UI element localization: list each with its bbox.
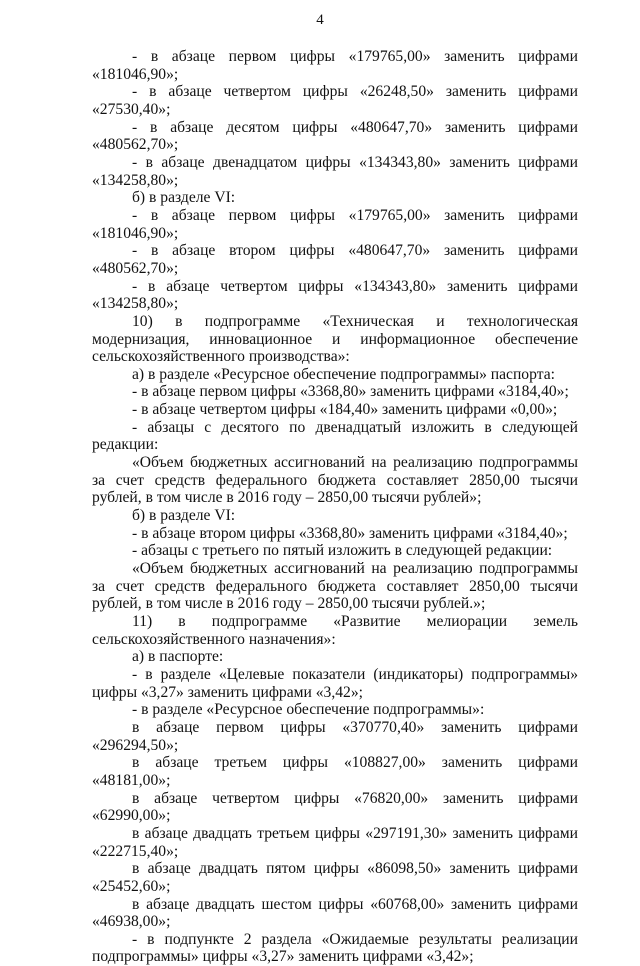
paragraph: - в абзаце втором цифры «3368,80» заменить цифрами «3184,40»; bbox=[132, 524, 568, 542]
paragraph: - абзацы с третьего по пятый изложить в следующей редакции: bbox=[132, 542, 553, 560]
paragraph: б) в разделе VI: bbox=[132, 507, 236, 525]
paragraph: в абзаце четвертом цифры «76820,00» заменить цифрами «62990,00»; bbox=[92, 789, 578, 825]
paragraph: - в абзаце двенадцатом цифры «134343,80» заменить цифрами «134258,80»; bbox=[92, 153, 578, 189]
paragraph: - в разделе «Целевые показатели (индикаторы) подпрограммы» цифры «3,27» заменить цифрами «3,42»; bbox=[92, 665, 578, 701]
paragraph: - в подпункте 2 раздела «Ожидаемые результаты реализации подпрограммы» цифры «3,27» заменить цифрами «3,42»; bbox=[92, 930, 578, 966]
document-body bbox=[92, 48, 578, 966]
paragraph: «Объем бюджетных ассигнований на реализацию подпрограммы за счет средств федерального бюджета составляет 2850,00 тысячи рублей, в том числе в 2016 году – 2850,00 тысячи рублей»; bbox=[92, 454, 578, 507]
paragraph: - в абзаце втором цифры «480647,70» заменить цифрами «480562,70»; bbox=[92, 242, 578, 277]
paragraph: - в абзаце четвертом цифры «134343,80» заменить цифрами «134258,80»; bbox=[92, 277, 578, 313]
paragraph: - в абзаце первом цифры «3368,80» заменить цифрами «3184,40»; bbox=[132, 383, 569, 401]
paragraph: - в абзаце десятом цифры «480647,70» заменить цифрами «480562,70»; bbox=[92, 118, 578, 154]
paragraph: б) в разделе VI: bbox=[132, 189, 236, 207]
paragraph: - в абзаце первом цифры «179765,00» заменить цифрами «181046,90»; bbox=[92, 48, 578, 83]
paragraph: в абзаце двадцать шестом цифры «60768,00» заменить цифрами «46938,00»; bbox=[92, 895, 578, 931]
paragraph: «Объем бюджетных ассигнований на реализацию подпрограммы за счет средств федерального бюджета составляет 2850,00 тысячи рублей, в том числе в 2016 году – 2850,00 тысячи рублей.»; bbox=[92, 560, 578, 613]
paragraph: в абзаце двадцать пятом цифры «86098,50» заменить цифрами «25452,60»; bbox=[92, 860, 578, 895]
paragraph: 10) в подпрограмме «Техническая и технологическая модернизация, инновационное и информационное обеспечение сельскохозяйственного производства»: bbox=[92, 312, 578, 366]
paragraph: - в абзаце четвертом цифры «26248,50» заменить цифрами «27530,40»; bbox=[92, 83, 578, 118]
paragraph: а) в разделе «Ресурсное обеспечение подпрограммы» паспорта: bbox=[132, 365, 555, 383]
paragraph: в абзаце двадцать третьем цифры «297191,30» заменить цифрами «222715,40»; bbox=[92, 824, 578, 860]
paragraph: а) в паспорте: bbox=[132, 648, 224, 666]
paragraph: - абзацы с десятого по двенадцатый изложить в следующей редакции: bbox=[92, 418, 578, 454]
paragraph: в абзаце первом цифры «370770,40» заменить цифрами «296294,50»; bbox=[92, 718, 578, 754]
paragraph: - в абзаце четвертом цифры «184,40» заменить цифрами «0,00»; bbox=[132, 401, 558, 419]
paragraph: - в абзаце первом цифры «179765,00» заменить цифрами «181046,90»; bbox=[92, 206, 578, 242]
paragraph: 11) в подпрограмме «Развитие мелиорации земель сельскохозяйственного назначения»: bbox=[92, 613, 578, 648]
paragraph: - в разделе «Ресурсное обеспечение подпрограммы»: bbox=[132, 701, 485, 719]
paragraph: в абзаце третьем цифры «108827,00» заменить цифрами «48181,00»; bbox=[92, 754, 578, 789]
page-number: 4 bbox=[316, 12, 324, 28]
